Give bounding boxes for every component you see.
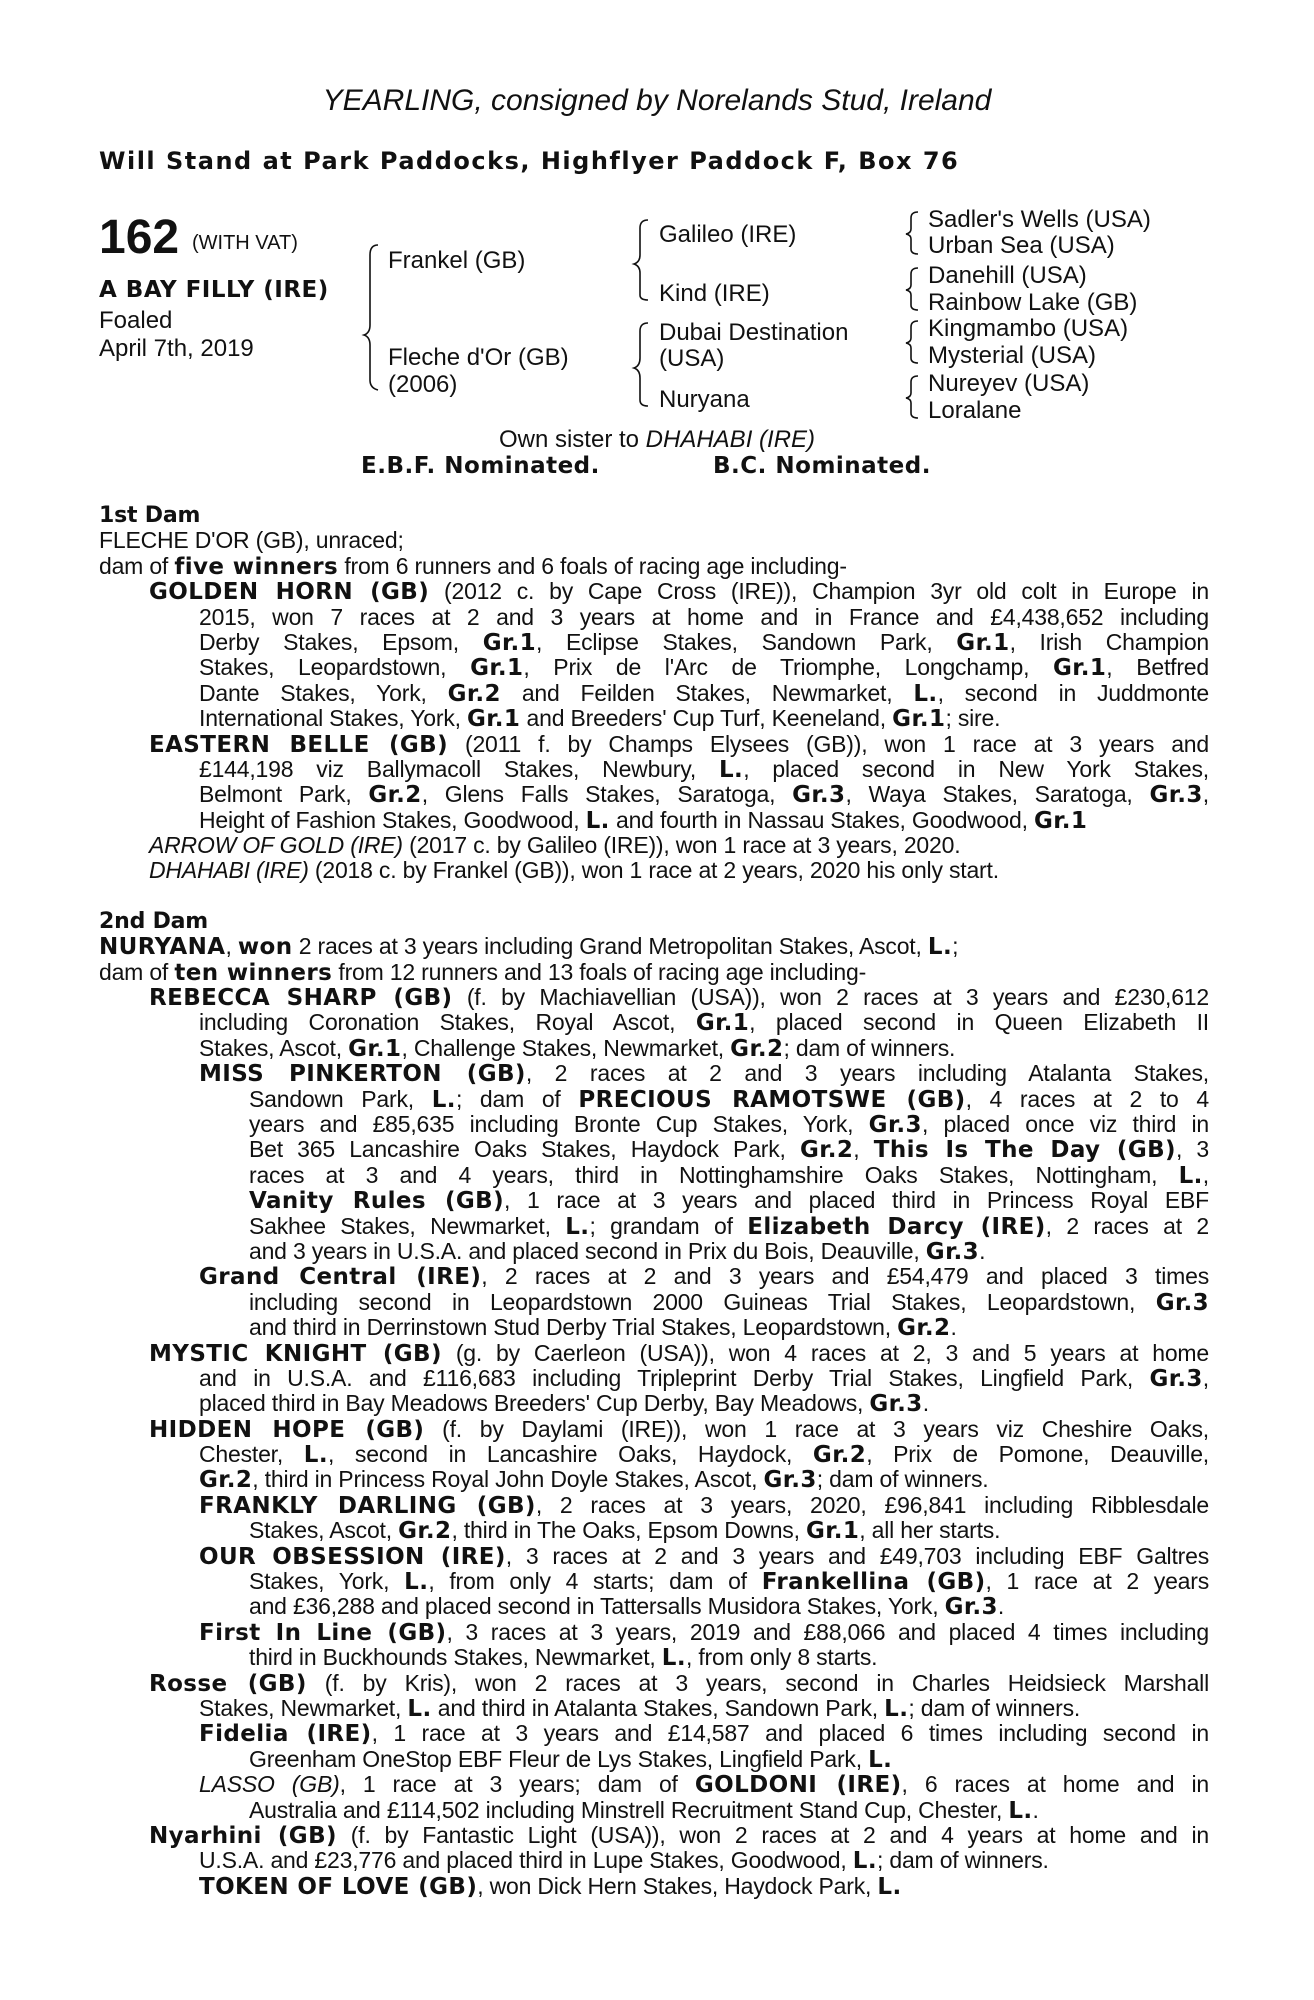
- record-line: [99, 1620, 1209, 1645]
- record-line: [99, 1747, 1209, 1772]
- text: , 3 races at 3 years, 2019 and £88,066 and placed 4 times including: [446, 1618, 1209, 1645]
- horse-description: A BAY FILLY (IRE): [99, 277, 329, 303]
- text: , from only 4 starts; dam of: [428, 1568, 762, 1595]
- bold-text: Gr.3: [944, 1594, 998, 1621]
- text: and third in Atalanta Stakes, Sandown Park,: [437, 1694, 885, 1721]
- text: , Prix de Pomone, Deauville,: [866, 1441, 1209, 1468]
- text: and Breeders' Cup Turf, Keeneland,: [526, 705, 893, 732]
- bold-text: Gr.2: [447, 680, 501, 707]
- bold-text: Gr.1: [1033, 807, 1088, 834]
- text: (2012 c. by Cape Cross (IRE)), Champion 3yr old colt in Europe in: [444, 578, 1210, 605]
- bold-text: OUR OBSESSION (IRE): [199, 1543, 506, 1570]
- text: , 6 races at home and in: [901, 1771, 1209, 1798]
- ancestor-3: Danehill (USA): [928, 262, 1087, 289]
- foaled-label: Foaled: [99, 307, 173, 334]
- record-line: [99, 1188, 1209, 1213]
- text: (f. by Machiavellian (USA)), won 2 races at 3 years and £230,612: [466, 984, 1209, 1011]
- text: (2011 f. by Champs Elysees (GB)), won 1 race at 3 years and: [465, 730, 1209, 757]
- bold-text: Gr.3: [869, 1391, 923, 1418]
- vat-note: (WITH VAT): [192, 232, 298, 254]
- bold-text: won: [237, 934, 293, 961]
- text: including Coronation Stakes, Royal Ascot,: [199, 1009, 696, 1036]
- record-line: [99, 1036, 1209, 1061]
- text: , Irish Champion: [1009, 628, 1210, 655]
- bold-text: Gr.1: [348, 1035, 402, 1062]
- text: , 2 races at 2 and 3 years including Atalanta Stakes,: [525, 1060, 1209, 1087]
- text: , 2 races at 2 and 3 years and £54,479 and placed 3 times: [481, 1263, 1209, 1290]
- text: , won Dick Hern Stakes, Haydock Park,: [477, 1872, 878, 1899]
- record-line: [99, 1264, 1209, 1289]
- record-line: [99, 1848, 1209, 1873]
- bold-text: Frankellina (GB): [761, 1569, 986, 1596]
- bold-text: Gr.1: [892, 706, 946, 733]
- record-line: [99, 960, 1209, 985]
- bold-text: Gr.1: [1053, 655, 1107, 682]
- text: and Feilden Stakes, Newmarket,: [521, 679, 914, 706]
- text: races at 3 and 4 years, third in Nottinghamshire Oaks Stakes, Nottingham,: [249, 1161, 1179, 1188]
- bold-text: L.: [877, 1873, 902, 1900]
- bold-text: Gr.2: [812, 1442, 867, 1469]
- record-line: [99, 1823, 1209, 1848]
- bold-text: Gr.2: [368, 782, 422, 809]
- brace-dam: [634, 323, 648, 406]
- record-line: [99, 579, 1209, 604]
- bold-text: L.: [404, 1569, 429, 1596]
- text: , 4 races at 2 to 4: [965, 1085, 1209, 1112]
- text: .: [950, 1314, 957, 1341]
- text: ; grandam of: [589, 1212, 748, 1239]
- spacer: [99, 884, 1209, 909]
- text: Sandown Park,: [249, 1085, 432, 1112]
- record-line: [99, 1721, 1209, 1746]
- record-line: [99, 1163, 1209, 1188]
- text: U.S.A. and £23,776 and placed third in Lupe Stakes, Goodwood,: [199, 1847, 853, 1874]
- bold-text: Gr.3: [925, 1238, 980, 1265]
- brace-g3: [906, 321, 918, 363]
- text: ; dam of winners.: [876, 1847, 1049, 1874]
- text: Height of Fashion Stakes, Goodwood,: [199, 806, 586, 833]
- record-line: [99, 1798, 1209, 1823]
- bold-text: GOLDONI (IRE): [694, 1772, 902, 1799]
- text: , placed second in New York Stakes,: [743, 755, 1209, 782]
- record-line: [99, 1671, 1209, 1696]
- text: placed third in Bay Meadows Breeders' Cup Derby, Bay Meadows,: [199, 1390, 870, 1417]
- ebf-nominated: E.B.F. Nominated.: [361, 453, 600, 479]
- italic-text: LASSO (GB): [199, 1771, 340, 1798]
- stand-location: Will Stand at Park Paddocks, Highflyer Paddock F, Box 76: [99, 147, 960, 175]
- bold-text: Gr.1: [470, 655, 524, 682]
- bold-text: This Is The Day (GB): [873, 1137, 1176, 1164]
- text: ; dam of: [455, 1085, 579, 1112]
- text: (2017 c. by Galileo (IRE)), won 1 race at 3 years, 2020.: [409, 832, 961, 859]
- text: Sakhee Stakes, Newmarket,: [249, 1212, 566, 1239]
- bold-text: MYSTIC KNIGHT (GB): [149, 1340, 442, 1367]
- record-line: [99, 1594, 1209, 1619]
- bold-text: PRECIOUS RAMOTSWE (GB): [578, 1086, 966, 1113]
- text: dam of: [99, 552, 175, 579]
- bold-text: Nyarhini (GB): [149, 1822, 337, 1849]
- bold-text: GOLDEN HORN (GB): [149, 579, 430, 606]
- bold-text: L.: [661, 1645, 686, 1672]
- bold-text: Gr.1: [467, 706, 521, 733]
- record-line: [99, 808, 1209, 833]
- bold-text: Grand Central (IRE): [199, 1264, 482, 1291]
- ancestor-5: Kingmambo (USA): [928, 315, 1129, 342]
- text: , 1 race at 3 years and placed third in Princess Royal EBF: [504, 1187, 1209, 1214]
- bold-text: Gr.1: [805, 1518, 860, 1545]
- bold-text: FRANKLY DARLING (GB): [199, 1492, 536, 1519]
- first-dam-summary: [99, 554, 1209, 579]
- text: , 3 races at 2 and 3 years and £49,703 including EBF Galtres: [505, 1542, 1209, 1569]
- ancestor-6: Mysterial (USA): [928, 342, 1097, 369]
- bold-text: First In Line (GB): [199, 1619, 447, 1646]
- record-line: [99, 1137, 1209, 1162]
- record-line: [99, 1569, 1209, 1594]
- bold-text: Gr.3: [763, 1467, 817, 1494]
- brace-g4: [906, 376, 918, 418]
- record-line: [99, 1645, 1209, 1670]
- bold-text: Gr.3: [868, 1111, 922, 1138]
- text: , Eclipse Stakes, Sandown Park,: [536, 628, 957, 655]
- bold-text: Gr.1: [956, 629, 1010, 656]
- text: , 2 races at 3 years, 2020, £96,841 including Ribblesdale: [535, 1491, 1209, 1518]
- record-line: [99, 630, 1209, 655]
- text: Stakes, York,: [249, 1568, 405, 1595]
- bold-text: Gr.2: [199, 1467, 253, 1494]
- text: , Challenge Stakes, Newmarket,: [401, 1034, 731, 1061]
- bold-text: Gr.3: [1149, 1365, 1203, 1392]
- text: Australia and £114,502 including Minstrell Recruitment Stand Cup, Chester,: [249, 1796, 1009, 1823]
- text: , placed once viz third in: [921, 1110, 1210, 1137]
- record-line: [99, 934, 1209, 959]
- bold-text: L.: [303, 1442, 328, 1469]
- sire-dam: Kind (IRE): [659, 280, 770, 307]
- text: , placed second in Queen Elizabeth II: [749, 1009, 1209, 1036]
- sister-prefix: Own sister to: [498, 426, 646, 453]
- text: and £36,288 and placed second in Tattersalls Musidora Stakes, York,: [249, 1593, 945, 1620]
- bold-text: Gr.3: [1155, 1289, 1209, 1316]
- bold-text: TOKEN OF LOVE (GB): [199, 1873, 478, 1900]
- bold-text: Gr.2: [800, 1137, 854, 1164]
- text: ; dam of winners.: [783, 1034, 956, 1061]
- text: including second in Leopardstown 2000 Guineas Trial Stakes, Leopardstown,: [249, 1288, 1156, 1315]
- text: International Stakes, York,: [199, 705, 468, 732]
- record-line: [99, 1442, 1209, 1467]
- record-line: [99, 782, 1209, 807]
- record-line: [99, 1696, 1209, 1721]
- text: Chester,: [199, 1441, 304, 1468]
- bold-text: Gr.1: [482, 629, 537, 656]
- sister-note: [0, 426, 1314, 454]
- bold-text: Elizabeth Darcy (IRE): [747, 1213, 1046, 1240]
- record-line: [99, 706, 1209, 731]
- sire-name: Frankel (GB): [388, 247, 526, 274]
- text: ,: [1202, 1161, 1209, 1188]
- text: ; sire.: [945, 705, 1001, 732]
- text: Stakes, Ascot,: [199, 1034, 349, 1061]
- bold-text: L.: [407, 1695, 432, 1722]
- record-line: [99, 1010, 1209, 1035]
- text: , third in The Oaks, Epsom Downs,: [451, 1517, 806, 1544]
- text: Stakes, Leopardstown,: [199, 654, 471, 681]
- text: and fourth in Nassau Stakes, Goodwood,: [616, 806, 1034, 833]
- text: , Glens Falls Stakes, Saratoga,: [421, 781, 793, 808]
- text: ,: [225, 933, 238, 960]
- ancestor-8: Loralane: [928, 397, 1022, 424]
- text: (2018 c. by Frankel (GB)), won 1 race at 2 years, 2020 his only start.: [314, 857, 999, 884]
- catalogue-header: YEARLING, consigned by Norelands Stud, Ireland: [322, 84, 992, 117]
- text: (f. by Daylami (IRE)), won 1 race at 3 years viz Cheshire Oaks,: [442, 1415, 1209, 1442]
- bold-text: L.: [565, 1213, 590, 1240]
- text: Belmont Park,: [199, 781, 369, 808]
- text: Dante Stakes, York,: [199, 679, 448, 706]
- text: ,: [1202, 781, 1209, 808]
- ancestor-2: Urban Sea (USA): [928, 232, 1115, 259]
- text: and in U.S.A. and £116,683 including Tripleprint Derby Trial Stakes, Lingfield Park,: [199, 1364, 1150, 1391]
- bold-text: NURYANA: [99, 934, 226, 961]
- text: , 2 races at 2: [1045, 1212, 1209, 1239]
- lot-number: 162: [99, 211, 180, 264]
- text: , second in Juddmonte: [937, 679, 1209, 706]
- text: (g. by Caerleon (USA)), won 4 races at 2, 3 and 5 years at home: [455, 1339, 1209, 1366]
- foaled-date: April 7th, 2019: [99, 335, 254, 362]
- text: Greenham OneStop EBF Fleur de Lys Stakes, Lingfield Park,: [249, 1745, 869, 1772]
- bold-text: MISS PINKERTON (GB): [199, 1061, 526, 1088]
- bold-text: Gr.3: [792, 782, 846, 809]
- text: , Waya Stakes, Saratoga,: [845, 781, 1150, 808]
- bold-text: L.: [868, 1746, 893, 1773]
- ancestor-1: Sadler's Wells (USA): [928, 206, 1151, 233]
- bold-text: ten winners: [174, 959, 333, 986]
- text: from 12 runners and 13 foals of racing age including-: [338, 958, 867, 985]
- record-line: [99, 1239, 1209, 1264]
- record-line: [99, 681, 1209, 706]
- italic-text: DHAHABI (IRE): [149, 857, 309, 884]
- dam-dam: Nuryana: [659, 386, 750, 413]
- bold-text: HIDDEN HOPE (GB): [149, 1416, 425, 1443]
- text: (f. by Fantastic Light (USA)), won 2 races at 2 and 4 years at home and in: [350, 1821, 1210, 1848]
- first-dam-produce: [99, 579, 1209, 884]
- bold-text: REBECCA SHARP (GB): [149, 985, 453, 1012]
- second-dam-heading: 2nd Dam: [99, 908, 209, 934]
- bold-text: L.: [852, 1848, 877, 1875]
- record-line: [99, 732, 1209, 757]
- record-line: [99, 1493, 1209, 1518]
- text: , third in Princess Royal John Doyle Stakes, Ascot,: [252, 1466, 764, 1493]
- dam-foaled-year: (2006): [388, 371, 458, 398]
- sire-sire: Galileo (IRE): [659, 221, 797, 248]
- second-dam-record: [99, 934, 1209, 1899]
- text: .: [1032, 1796, 1039, 1823]
- text: dam of: [99, 958, 175, 985]
- text: Stakes, Newmarket,: [199, 1694, 408, 1721]
- record-line: [99, 605, 1209, 630]
- bold-text: L.: [1008, 1797, 1033, 1824]
- text: , 1 race at 3 years and £14,587 and placed 6 times including second in: [371, 1720, 1209, 1747]
- record-line: [99, 1391, 1209, 1416]
- record-line: [99, 1214, 1209, 1239]
- record-line: [99, 1518, 1209, 1543]
- record-line: [99, 1315, 1209, 1340]
- bold-text: Gr.2: [730, 1035, 784, 1062]
- text: , Betfred: [1106, 654, 1209, 681]
- dam-name: Fleche d'Or (GB): [388, 344, 569, 371]
- text: £144,198 viz Ballymacoll Stakes, Newbury,: [199, 755, 719, 782]
- bold-text: EASTERN BELLE (GB): [149, 731, 448, 758]
- text: (f. by Kris), won 2 races at 3 years, second in Charles Heidsieck Marshall: [324, 1669, 1209, 1696]
- text: .: [922, 1390, 929, 1417]
- sister-name: DHAHABI (IRE): [645, 426, 816, 453]
- ancestor-4: Rainbow Lake (GB): [928, 289, 1138, 316]
- text: Stakes, Ascot,: [249, 1517, 399, 1544]
- text: , all her starts.: [859, 1517, 1001, 1544]
- bold-text: L.: [585, 807, 610, 834]
- text: , 3: [1175, 1136, 1209, 1163]
- record-line: [99, 1061, 1209, 1086]
- text: ,: [853, 1136, 874, 1163]
- record-line: [99, 1290, 1209, 1315]
- record-line: [99, 858, 1209, 883]
- bold-text: L.: [719, 756, 744, 783]
- text: and 3 years in U.S.A. and placed second in Prix du Bois, Deauville,: [249, 1237, 926, 1264]
- record-line: [99, 1467, 1209, 1492]
- brace-sire: [634, 220, 648, 300]
- bold-text: L.: [884, 1695, 909, 1722]
- dam-sire-line2: (USA): [659, 345, 725, 372]
- text: , from only 8 starts.: [685, 1644, 878, 1671]
- text: .: [979, 1237, 986, 1264]
- record-line: [99, 1112, 1209, 1137]
- text: and third in Derrinstown Stud Derby Trial Stakes, Leopardstown,: [249, 1314, 898, 1341]
- text: Bet 365 Lancashire Oaks Stakes, Haydock Park,: [249, 1136, 800, 1163]
- first-dam-name: FLECHE D'OR (GB), unraced;: [99, 527, 404, 554]
- record-line: [99, 833, 1209, 858]
- text: 2015, won 7 races at 2 and 3 years at home and in France and £4,438,652 including: [199, 603, 1209, 630]
- text: ,: [1202, 1364, 1209, 1391]
- bold-text: Gr.2: [398, 1518, 452, 1545]
- text: 2 races at 3 years including Grand Metropolitan Stakes, Ascot,: [298, 933, 928, 960]
- record-line: [99, 1417, 1209, 1442]
- record-line: [99, 1874, 1209, 1899]
- text: , 1 race at 2 years: [985, 1568, 1210, 1595]
- text: .: [997, 1593, 1005, 1620]
- bold-text: Gr.2: [897, 1315, 951, 1342]
- record-line: [99, 655, 1209, 680]
- record-line: [99, 1341, 1209, 1366]
- text: , second in Lancashire Oaks, Haydock,: [328, 1441, 813, 1468]
- text: from 6 runners and 6 foals of racing age including-: [338, 552, 847, 579]
- bold-text: L.: [927, 934, 953, 961]
- bc-nominated: B.C. Nominated.: [713, 453, 931, 479]
- record-line: [99, 1544, 1209, 1569]
- text: ;: [952, 933, 959, 960]
- bold-text: L.: [1178, 1162, 1203, 1189]
- bold-text: Rosse (GB): [149, 1670, 307, 1697]
- bold-text: Gr.3: [1149, 782, 1203, 809]
- record-line: [99, 985, 1209, 1010]
- record-line: [99, 1366, 1209, 1391]
- text: Derby Stakes, Epsom,: [199, 628, 483, 655]
- text: , Prix de l'Arc de Triomphe, Longchamp,: [523, 654, 1053, 681]
- record-line: [99, 757, 1209, 782]
- bold-text: L.: [431, 1086, 456, 1113]
- record-line: [99, 1772, 1209, 1797]
- bold-text: Fidelia (IRE): [199, 1721, 372, 1748]
- bold-text: L.: [913, 680, 938, 707]
- brace-g1: [906, 212, 918, 254]
- brace-g2: [906, 268, 918, 310]
- italic-text: ARROW OF GOLD (IRE): [149, 832, 403, 859]
- text: ; dam of winners.: [908, 1694, 1081, 1721]
- bold-text: Vanity Rules (GB): [249, 1188, 505, 1215]
- ancestor-7: Nureyev (USA): [928, 370, 1090, 397]
- text: , 1 race at 3 years; dam of: [339, 1771, 695, 1798]
- record-line: [99, 1087, 1209, 1112]
- bold-text: Gr.1: [695, 1010, 750, 1037]
- dam-sire-line1: Dubai Destination: [659, 319, 849, 346]
- winners-count: five winners: [174, 553, 339, 580]
- text: years and £85,635 including Bronte Cup Stakes, York,: [249, 1110, 869, 1137]
- produce-record: [99, 503, 1209, 1899]
- brace-gen1: [364, 245, 378, 390]
- text: ; dam of winners.: [816, 1466, 989, 1493]
- text: third in Buckhounds Stakes, Newmarket,: [249, 1644, 662, 1671]
- first-dam-heading: 1st Dam: [99, 503, 201, 528]
